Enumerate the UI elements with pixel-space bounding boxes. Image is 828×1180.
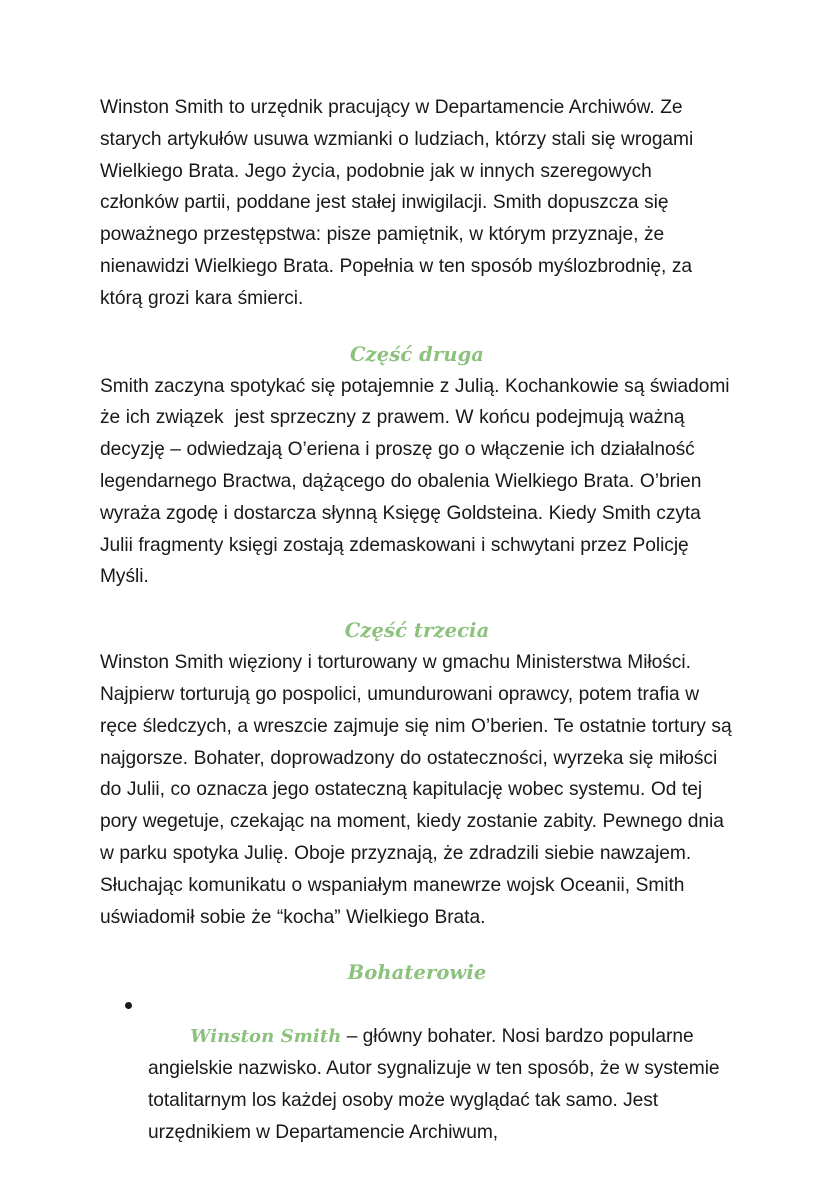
- heading-bohaterowie: Bohaterowie: [347, 961, 487, 985]
- character-description: – główny bohater. Nosi bardzo popularne angielskie nazwisko. Autor sygnalizuje w ten sposób, że w systemie totalitarnym los każdej osoby może wyglądać tak samo. Jest urzędnikiem w Departamencie Archiwum,: [148, 1026, 725, 1143]
- character-list: [100, 989, 734, 1180]
- spacer: [100, 933, 734, 959]
- heading-czesc-trzecia: Część trzecia: [344, 619, 490, 643]
- heading-czesc-druga: Część druga: [349, 342, 485, 366]
- spacer: [100, 593, 734, 617]
- paragraph-part-one: Winston Smith to urzędnik pracujący w Departamencie Archiwów. Ze starych artykułów usuwa wzmianki o ludziach, którzy stali się wrogami Wielkiego Brata. Jego życia, podobnie jak w innych szeregowych członków partii, poddane jest stałej inwigilacji. Smith dopuszcza się poważnego przestępstwa: pisze pamiętnik, w którym przyznaje, że nienawidzi Wielkiego Brata. Popełnia w ten sposób myślozbrodnię, za którą grozi kara śmierci.: [100, 97, 699, 309]
- paragraph-part-three: Winston Smith więziony i torturowany w gmachu Ministerstwa Miłości. Najpierw torturują go pospolici, umundurowani oprawcy, potem trafia w ręce śledczych, a wreszcie zajmuje się nim O’berien. Te ostatnie tortury są najgorsze. Bohater, doprowadzony do ostateczności, wyrzeka się miłości do Julii, co oznacza jego ostateczną kapitulację wobec systemu. Od tej pory wegetuje, czekając na moment, kiedy zostanie zabity. Pewnego dnia w parku spotyka Julię. Oboje przyznają, że zdradzili siebie nawzajem. Słuchając komunikatu o wspaniałym manewrze wojsk Oceanii, Smith uświadomił sobie że “kocha” Wielkiego Brata.: [100, 652, 738, 928]
- bullet-icon: [125, 1002, 132, 1009]
- document-content: [100, 92, 738, 1180]
- paragraph-part-two: Smith zaczyna spotykać się potajemnie z Julią. Kochankowie są świadomi że ich związek jest sprzeczny z prawem. W końcu podejmują ważną decyzję – odwiedzają O’eriena i proszę go o włączenie ich działalność legendarnego Bractwa, dążącego do obalenia Wielkiego Brata. O’brien wyraża zgodę i dostarcza słynną Księgę Goldsteina. Kiedy Smith czyta Julii fragmenty księgi zostają zdemaskowani i schwytani przez Policję Myśli.: [100, 375, 736, 588]
- character-name: Winston Smith: [190, 1026, 342, 1048]
- spacer: [100, 315, 734, 341]
- list-item: [100, 989, 734, 1180]
